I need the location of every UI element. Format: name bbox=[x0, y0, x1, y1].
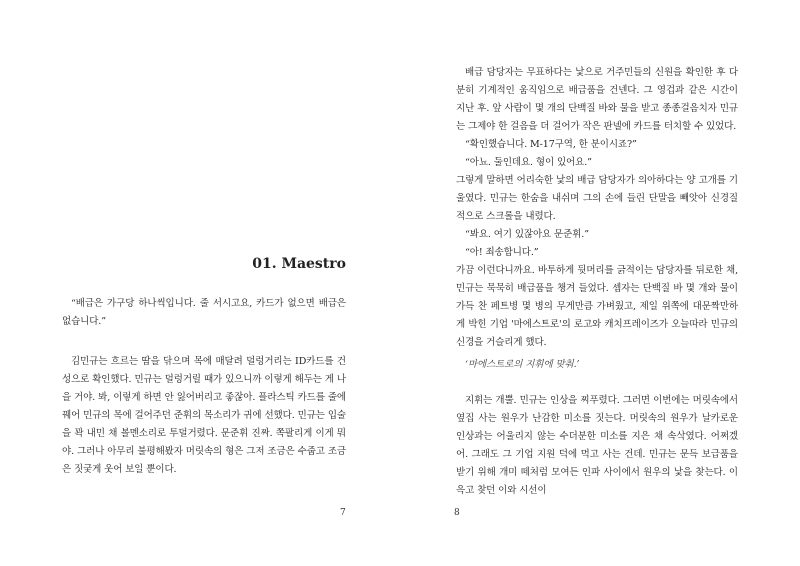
dialogue-line: “봐요. 여기 있잖아요 문준휘.” bbox=[465, 229, 589, 240]
paragraph: 지휘는 개뿔. 민규는 인상을 찌푸렸다. 그러면 이번에는 머릿속에서 옆집 사는 원우가 난감한 미소를 짓는다. 머릿속의 원우가 날카로운 인상과는 어울리지 않는 수더분한 미소를 지은 채 속삭였다. 어쩌겠어. 그래도 그 기업 지원 덕에 먹고 사는 건데. 민규는 문득 보급품을 받기 위해 개미 떼처럼 모여든 인파 사이에서 원우의 낯을 찾는다. 이윽고 찾던 이와 시선이 bbox=[456, 395, 738, 496]
paragraph: “배급은 가구당 하나씩입니다. 줄 서시고요, 카드가 없으면 배급은 없습니다.” bbox=[62, 298, 346, 327]
page-number: 7 bbox=[340, 508, 346, 518]
chapter-title: 01. Maestro bbox=[252, 256, 346, 272]
paragraph: 배급 담당자는 무표하다는 낯으로 거주민들의 신원을 확인한 후 다분히 기계적인 움직임으로 배급품을 건넨다. 그 영겁과 같은 시간이 지난 후. 앞 사람이 몇 개의 단백질 바와 물을 받고 종종걸음치자 민규는 그제야 한 걸음을 더 걸어가 작은 판넬에 카드를 터치할 수 있었다. bbox=[456, 67, 738, 132]
right-page bbox=[400, 0, 800, 566]
dialogue-line: “확인했습니다. M-17구역, 한 분이시죠?” bbox=[465, 139, 637, 150]
dialogue-line: “아! 죄송합니다.” bbox=[465, 247, 539, 258]
paragraph: 가끔 이런다니까요. 바투하게 뒷머리를 긁적이는 담당자를 뒤로한 채, 민규는 묵묵히 배급품을 챙겨 들었다. 셈자는 단백질 바 몇 개와 물이 가득 찬 페트병 몇 병의 무게만큼 가벼웠고, 제일 위쪽에 대문짝만하게 박힌 기업 '마에스트로'의 로고와 캐치프레이즈가 오늘따라 민규의 신경을 거슬리게 했다. bbox=[456, 265, 738, 348]
paragraph: 그렇게 말하면 어리숙한 낯의 배급 담당자가 의아하다는 양 고개를 기울였다. 민규는 한숨을 내쉬며 그의 손에 들린 단말을 빼앗아 신경질적으로 스크롤을 내렸다. bbox=[456, 175, 738, 222]
dialogue-line: “아뇨. 둘인데요. 형이 있어요.” bbox=[465, 157, 592, 168]
page-number: 8 bbox=[454, 508, 460, 518]
paragraph: 김민규는 흐르는 땀을 닦으며 목에 매달려 덜렁거리는 ID카드를 건성으로 확인했다. 민규는 덜렁거릴 때가 있으니까 이렇게 해두는 게 나을 거야. 봐, 이렇게 하면 안 잃어버리고 좋잖아. 플라스틱 카드를 줄에 꿰어 민규의 목에 걸어주던 준휘의 목소리가 귀에 선했다. 민규는 입술을 꽉 내민 채 볼멘소리로 투덜거렸다. 문준휘 진짜. 쪽팔리게 이게 뭐야. 그러나 아무리 불평해봤자 머릿속의 형은 그저 조금은 수줍고 조금은 짓궂게 웃어 보일 뿐이다. bbox=[62, 356, 346, 475]
catchphrase-quote: ‘마에스트로의 지휘에 맞춰.’ bbox=[465, 359, 580, 370]
